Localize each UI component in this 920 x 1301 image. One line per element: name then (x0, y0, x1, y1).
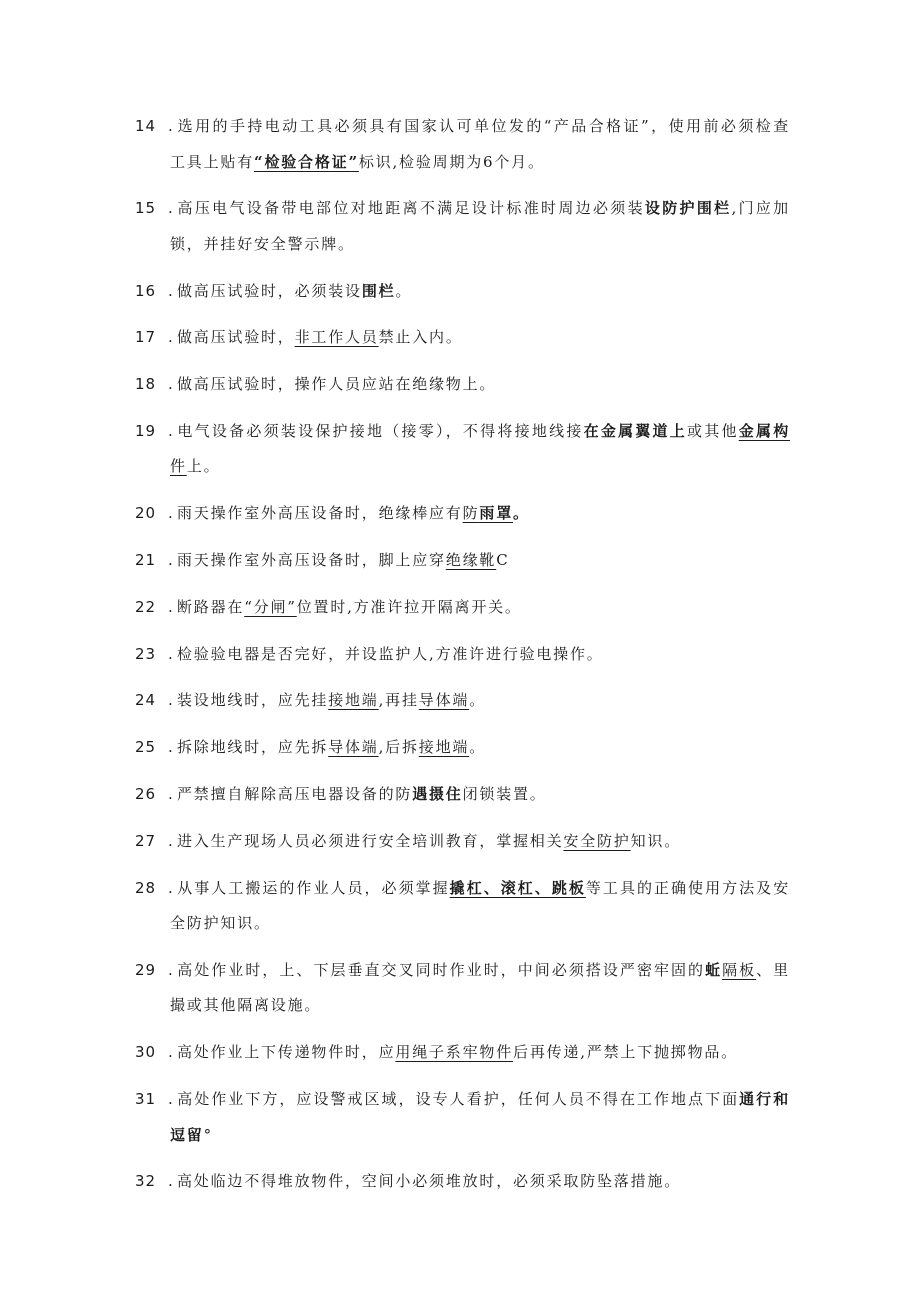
text-segment: 做高压试验时， (177, 328, 295, 347)
item-line (168, 109, 790, 145)
item-line (168, 1035, 790, 1071)
list-item (0, 543, 920, 579)
item-number: 31 (135, 1090, 157, 1109)
text-segment: 高处作业上下传递物件时，应 (177, 1043, 396, 1062)
text-segment: 做高压试验时，必须装设 (177, 281, 362, 300)
text-segment: 雨天操作室外高压设备时，脚上应穿 (177, 551, 446, 570)
item-line (168, 683, 790, 719)
item-separator: . (168, 597, 173, 616)
text-segment: 位置时,方准许拉开隔离开关。 (296, 597, 522, 616)
text-segment: 。 (395, 281, 413, 300)
text-segment: 进入生产现场人员必须进行安全培训教育，掌握相关 (177, 831, 564, 850)
item-line (168, 1118, 790, 1154)
item-line (168, 988, 790, 1024)
underlined-text: 撬杠、滚杠、跳板 (449, 878, 586, 897)
text-segment: 知识。 (630, 831, 682, 850)
text-segment: 禁止入内。 (378, 328, 463, 347)
item-line (168, 590, 790, 626)
text-segment: 断路器在 (177, 597, 245, 616)
underlined-text: “检验合格证” (254, 152, 359, 171)
underlined-text: 接地端 (418, 738, 470, 757)
list-item (0, 777, 920, 813)
text-segment: 等工具的正确使用方法及安 (585, 878, 790, 897)
item-separator: . (168, 1090, 173, 1109)
item-line (168, 906, 790, 942)
text-segment: 撮或其他隔离设施。 (170, 996, 322, 1015)
item-separator: . (168, 551, 173, 570)
text-segment: 高处临边不得堆放物件，空间小必须堆放时，必须采取防坠落措施。 (177, 1172, 682, 1191)
text-segment: 拆除地线时，应先拆 (177, 738, 329, 757)
item-line (168, 1164, 790, 1200)
text-segment: 高压电气设备带电部位对地距离不满足设计标准时周边必须装 (177, 199, 645, 218)
underlined-text: 件 (170, 457, 187, 476)
text-segment: 闭锁装置。 (462, 785, 547, 804)
item-number: 28 (135, 878, 157, 897)
item-separator: . (168, 117, 173, 135)
list-item (0, 683, 920, 719)
text-segment: 后再传递,严禁上下抛掷物品。 (513, 1043, 738, 1062)
item-line (168, 871, 790, 907)
item-separator: . (168, 199, 173, 218)
item-separator: . (168, 738, 173, 757)
item-number: 26 (135, 785, 157, 804)
item-number: 23 (135, 644, 157, 663)
item-number: 24 (135, 691, 157, 710)
underlined-text: 导体端 (418, 691, 470, 710)
item-line (168, 414, 790, 450)
underlined-text: 隔板 (722, 960, 757, 979)
text-segment: 锁，并挂好安全警示牌。 (170, 234, 355, 253)
item-line (168, 496, 790, 532)
item-separator: . (168, 328, 173, 347)
item-separator: . (168, 504, 173, 523)
text-segment: 蚯 (705, 960, 723, 979)
underlined-text: 非工作人员 (294, 328, 379, 347)
underlined-text: “分闸” (244, 597, 297, 616)
item-number: 20 (135, 504, 157, 523)
item-separator: . (168, 281, 173, 300)
item-line (168, 320, 790, 356)
list-item (0, 496, 920, 532)
item-number: 32 (135, 1172, 157, 1191)
list-item (0, 953, 920, 1024)
text-segment: 选用的手持电动工具必须具有国家认可单位发的“产品合格证”，使用前必须检查 (177, 117, 790, 135)
item-separator: . (168, 785, 173, 804)
item-separator: . (168, 644, 173, 663)
text-segment: 。 (469, 738, 486, 757)
item-number: 16 (135, 281, 157, 300)
text-segment: 雨天操作室外高压设备时，绝缘棒应有 (177, 504, 463, 523)
item-line (168, 367, 790, 403)
item-number: 19 (135, 421, 157, 440)
item-separator: . (168, 691, 173, 710)
item-number: 15 (135, 199, 157, 218)
item-separator: . (168, 878, 173, 897)
text-segment: ,后拆 (378, 738, 419, 757)
underlined-text: 安全防护 (563, 831, 631, 850)
text-segment: 标识,检验周期为6个月。 (358, 152, 545, 171)
item-separator: . (168, 960, 173, 979)
text-segment: 上。 (186, 457, 221, 476)
item-line (168, 449, 790, 485)
underlined-text: 雨罩 (479, 504, 514, 523)
list-item (0, 871, 920, 942)
list-item (0, 191, 920, 262)
list-item (0, 730, 920, 766)
item-line (168, 145, 790, 181)
item-line (168, 227, 790, 263)
item-number: 22 (135, 597, 157, 616)
item-separator: . (168, 831, 173, 850)
underlined-text: 导体端 (328, 738, 379, 757)
list-item (0, 109, 920, 180)
text-segment: 遇摄住 (412, 785, 463, 804)
item-line (168, 824, 790, 860)
item-line (168, 191, 790, 227)
item-number: 17 (135, 328, 157, 347)
item-line (168, 1082, 790, 1118)
text-segment: 高处作业时，上、下层垂直交叉同时作业时，中间必须搭设严密牢固的 (177, 960, 706, 979)
item-line (168, 274, 790, 310)
text-segment: 在金属翼道上 (583, 421, 688, 440)
list-item (0, 824, 920, 860)
text-segment: 设防护围栏 (644, 199, 732, 218)
text-segment: 装设地线时，应先挂 (177, 691, 329, 710)
text-segment: 或其他 (687, 421, 739, 440)
text-segment: 电气设备必须装设保护接地（接零），不得将接地线接 (177, 421, 584, 440)
text-segment: 从事人工搬运的作业人员，必须掌握 (177, 878, 450, 897)
item-number: 27 (135, 831, 157, 850)
list-item (0, 274, 920, 310)
list-item (0, 320, 920, 356)
text-segment: 检验验电器是否完好，并设监护人,方准许进行验电操作。 (177, 644, 604, 663)
item-number: 21 (135, 551, 157, 570)
underlined-text: 绝缘靴 (445, 551, 497, 570)
text-segment: 围栏 (361, 281, 396, 300)
list-item (0, 590, 920, 626)
text-segment: ° (203, 1125, 213, 1144)
text-segment: ,门应加 (731, 199, 790, 218)
item-number: 18 (135, 375, 157, 394)
item-separator: . (168, 375, 173, 394)
item-separator: . (168, 421, 173, 440)
text-segment: 、里 (756, 960, 790, 979)
text-segment: ,再挂 (378, 691, 419, 710)
text-segment: 。 (469, 691, 486, 710)
text-segment: 工具上贴有 (170, 152, 255, 171)
list-item (0, 414, 920, 485)
list-item (0, 637, 920, 673)
list-item (0, 1164, 920, 1200)
item-number: 29 (135, 960, 157, 979)
text-segment: 做高压试验时，操作人员应站在绝缘物上。 (177, 375, 497, 394)
item-line (168, 637, 790, 673)
underlined-text: 金属构 (738, 421, 790, 440)
text-segment: 。 (513, 504, 530, 523)
underlined-text: 用绳子系牢物件 (395, 1043, 514, 1062)
item-separator: . (168, 1172, 173, 1191)
list-item (0, 367, 920, 403)
underlined-text: 接地端 (328, 691, 379, 710)
item-separator: . (168, 1043, 173, 1062)
text-segment: 通行和 (739, 1090, 790, 1109)
list-item (0, 1035, 920, 1071)
text-segment: 全防护知识。 (170, 914, 271, 933)
list-item (0, 1082, 920, 1153)
item-line (168, 953, 790, 989)
text-segment: 逗留 (170, 1125, 204, 1144)
text-segment: 严禁擅自解除高压电器设备的防 (177, 785, 413, 804)
item-line (168, 730, 790, 766)
item-number: 14 (135, 117, 157, 135)
text-segment: 高处作业下方，应设警戒区域，设专人看护，任何人员不得在工作地点下面 (177, 1090, 740, 1109)
item-line (168, 543, 790, 579)
text-segment: C (496, 551, 510, 570)
underlined-text: 防 (462, 504, 480, 523)
item-number: 25 (135, 738, 157, 757)
item-line (168, 777, 790, 813)
item-number: 30 (135, 1043, 157, 1062)
